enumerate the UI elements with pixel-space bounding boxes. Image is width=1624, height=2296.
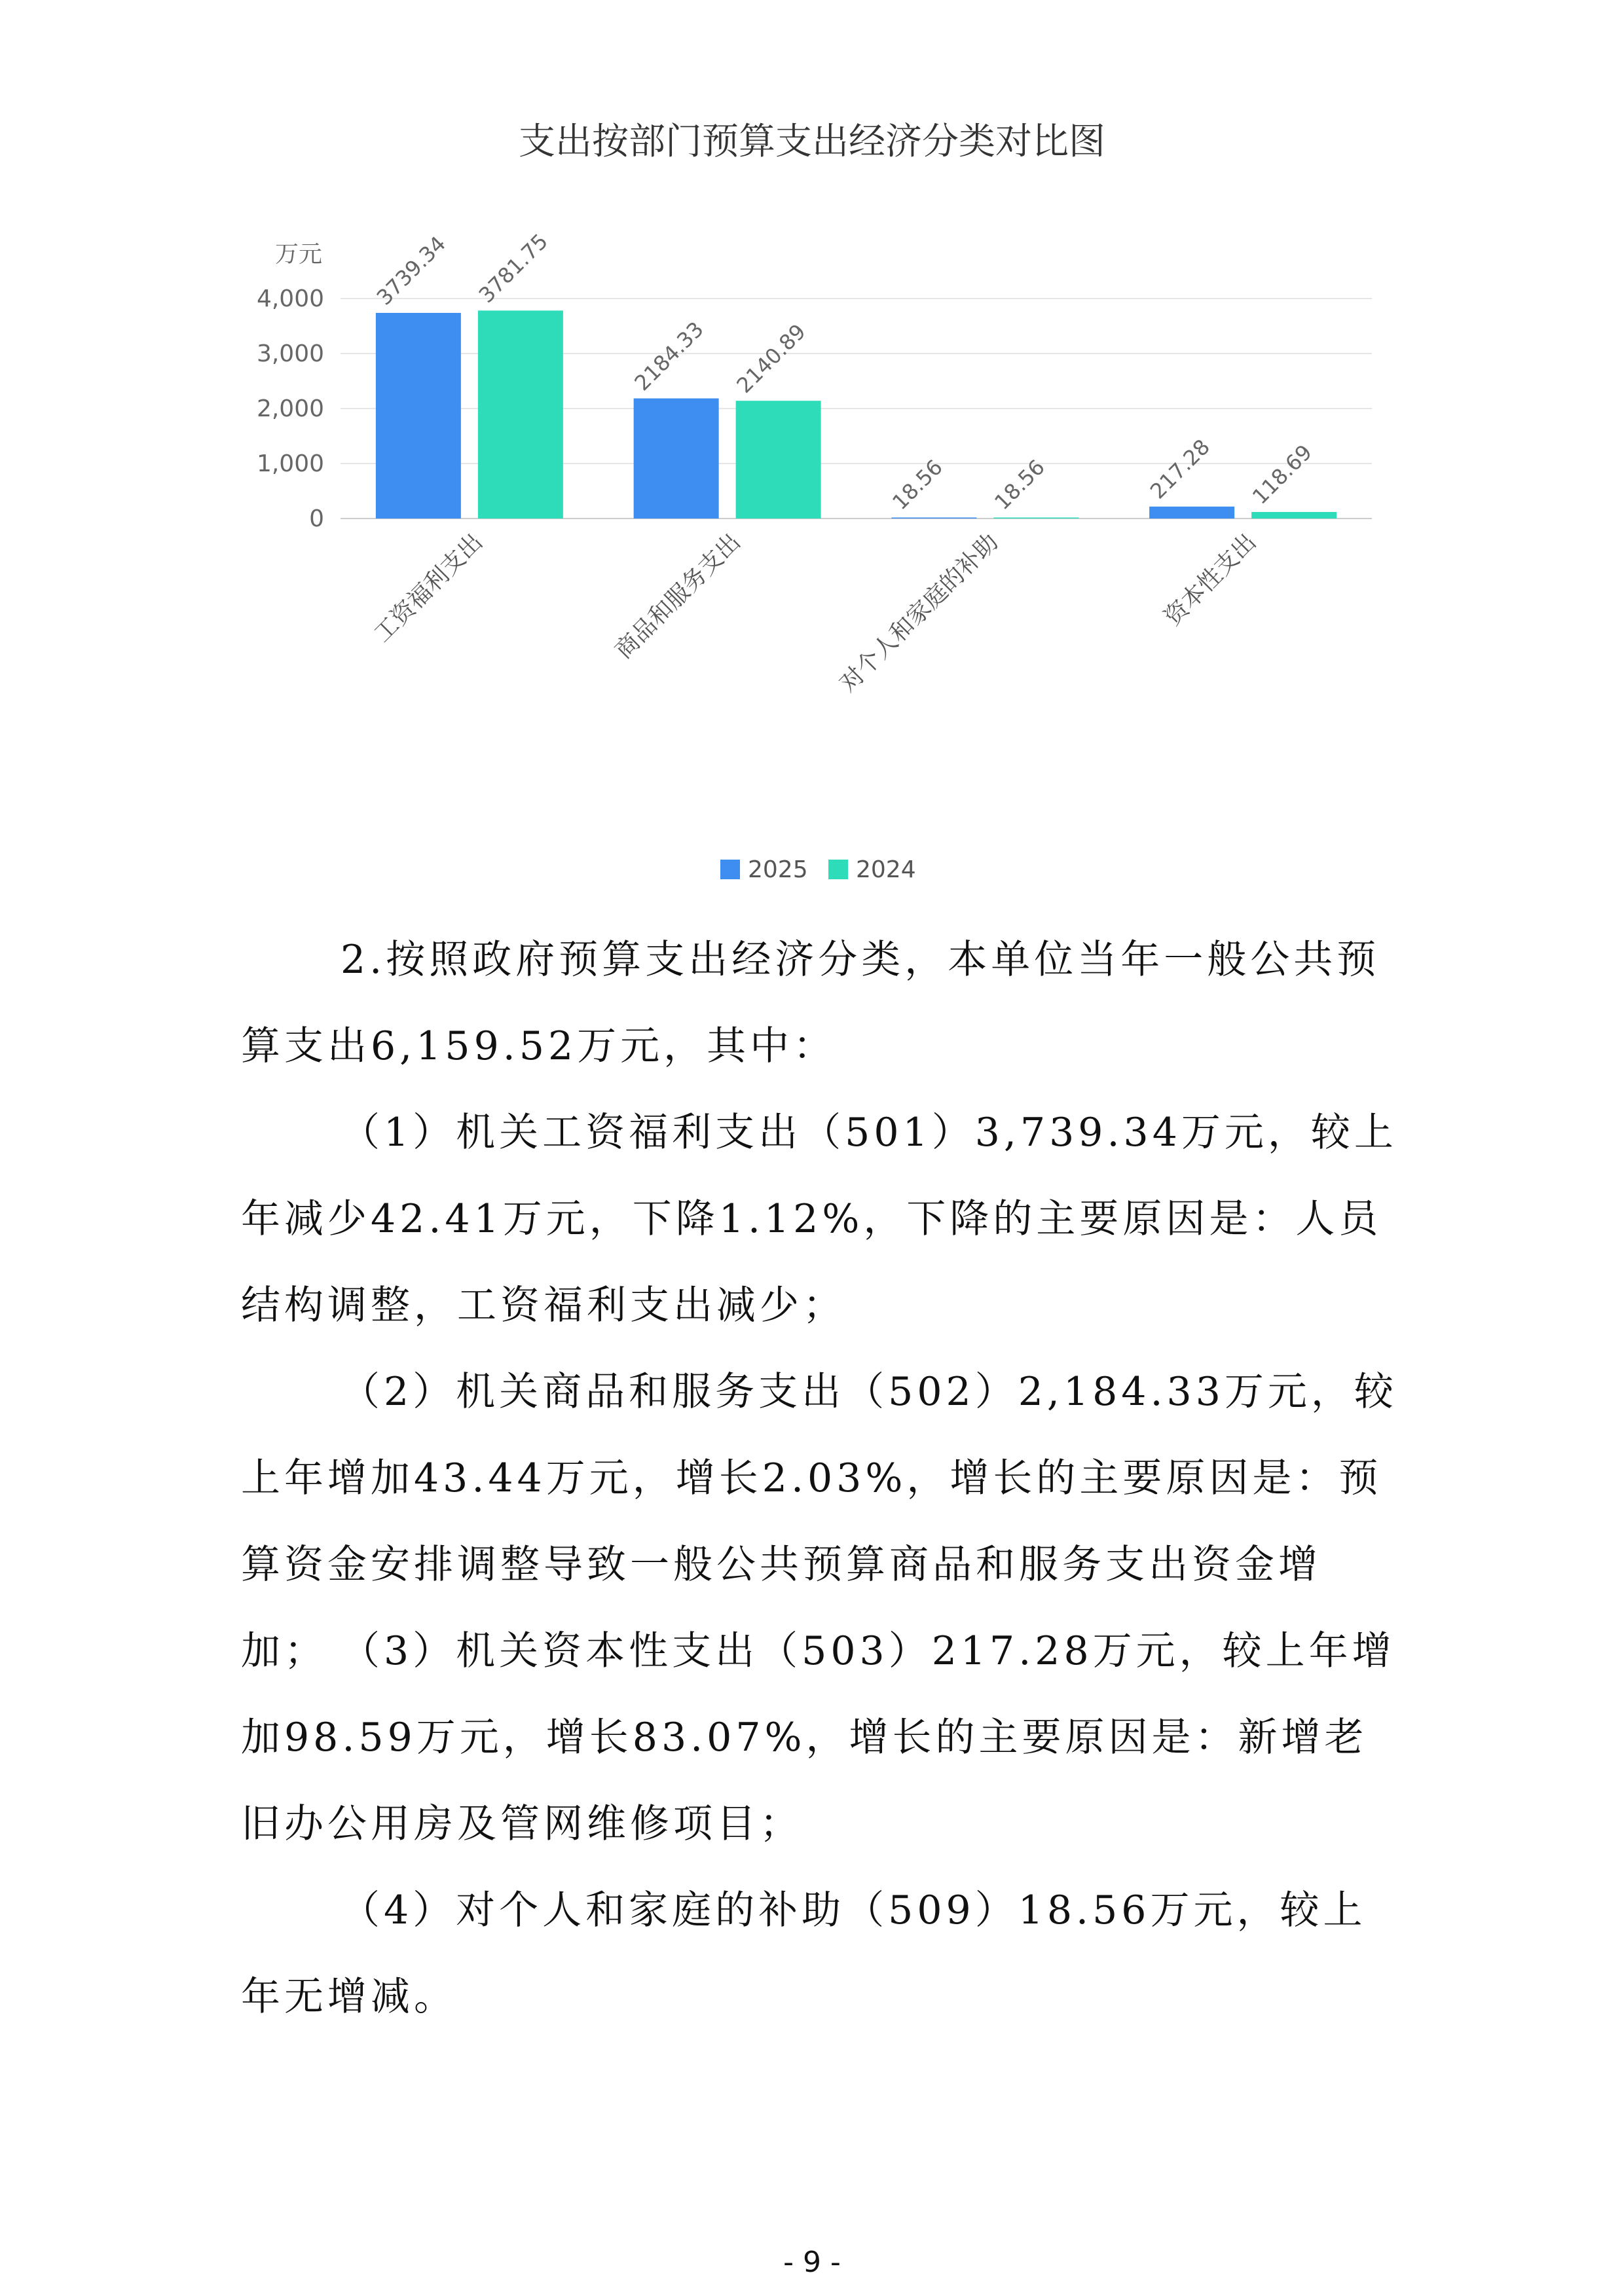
bar-2025 [376, 313, 461, 519]
legend-label: 2024 [856, 856, 916, 883]
data-label: 2184.33 [629, 316, 709, 396]
legend-swatch [828, 860, 848, 879]
paragraph-2: （1）机关工资福利支出（501）3,739.34万元，较上年减少42.41万元，下降1.12%，下降的主要原因是：人员结构调整，工资福利支出减少； [241, 1110, 1397, 1328]
bar-2025 [1149, 507, 1234, 519]
data-label: 118.69 [1247, 439, 1317, 509]
bar-2025 [634, 399, 719, 519]
chart-legend [720, 856, 916, 883]
paragraph-1: 2.按照政府预算支出经济分类，本单位当年一般公共预算支出6,159.52万元，其中： [241, 937, 1380, 1069]
y-tick-label: 1,000 [256, 450, 324, 477]
category-label: 工资福利支出 [369, 528, 489, 648]
paragraph-3: （2）机关商品和服务支出（502）2,184.33万元，较上年增加43.44万元，增长2.03%，增长的主要原因是：预算资金安排调整导致一般公共预算商品和服务支出资金增加； [241, 1369, 1397, 1674]
category-label: 商品和服务支出 [610, 528, 746, 665]
data-label: 2140.89 [731, 319, 811, 398]
bar-2025 [891, 517, 976, 519]
data-label: 3739.34 [371, 231, 451, 310]
y-axis-unit: 万元 [275, 241, 323, 268]
category-label: 资本性支出 [1159, 528, 1262, 631]
data-label: 18.56 [887, 454, 948, 515]
bar-2024 [993, 517, 1079, 519]
y-tick-label: 3,000 [256, 340, 324, 367]
y-tick-label: 4,000 [256, 285, 324, 312]
page-number: - 9 - [783, 2246, 841, 2279]
paragraph-4: （3）机关资本性支出（503）217.28万元，较上年增加98.59万元，增长83.07%，增长的主要原因是：新增老旧办公用房及管网维修项目； [241, 1628, 1395, 1847]
bar-2024 [736, 401, 821, 519]
data-label: 217.28 [1145, 434, 1215, 504]
bar-chart [0, 0, 1624, 917]
bar-2024 [1251, 512, 1337, 519]
y-tick-label: 0 [309, 505, 324, 532]
data-label: 18.56 [989, 454, 1050, 515]
legend-swatch [720, 860, 740, 879]
chart-title: 支出按部门预算支出经济分类对比图 [519, 120, 1105, 163]
paragraph-5: （4）对个人和家庭的补助（509）18.56万元，较上年无增减。 [241, 1887, 1367, 2020]
category-label: 对个人和家庭的补助 [834, 528, 1004, 698]
y-tick-label: 2,000 [256, 395, 324, 422]
legend-label: 2025 [748, 856, 808, 883]
bar-2024 [478, 310, 563, 519]
data-label: 3781.75 [473, 228, 553, 308]
